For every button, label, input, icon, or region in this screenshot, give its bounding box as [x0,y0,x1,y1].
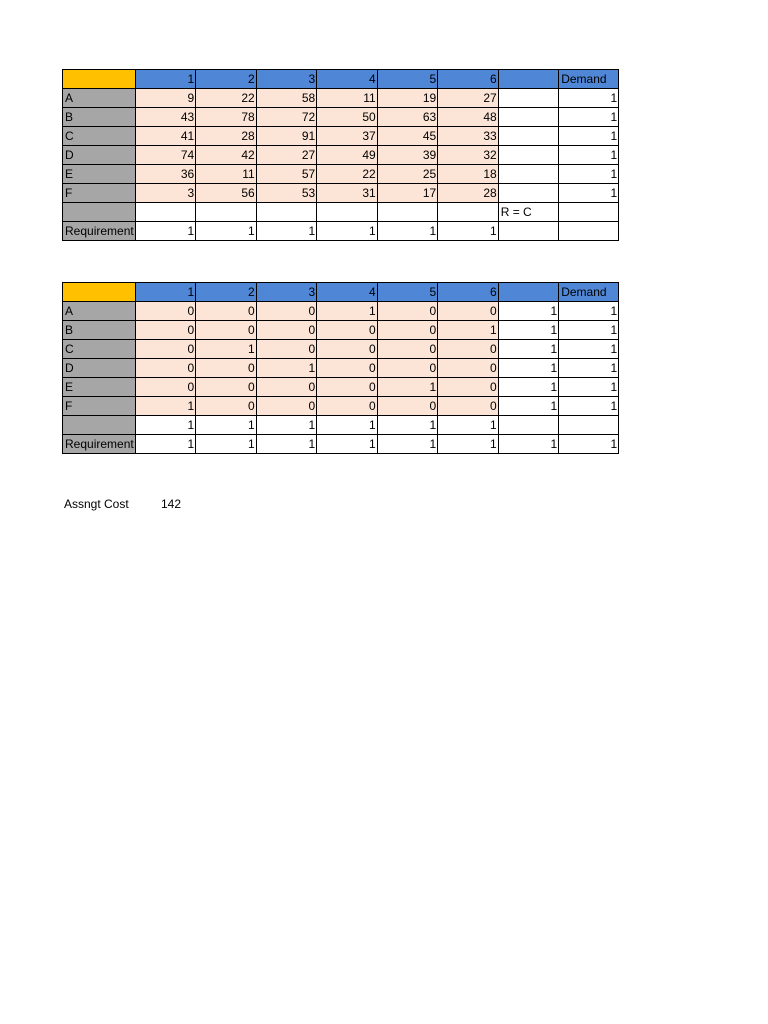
matrix-cell[interactable]: 58 [256,89,317,108]
row-sum-cell[interactable]: 1 [498,397,559,416]
requirement-demand-cell[interactable]: 1 [559,435,619,454]
matrix-cell[interactable]: 0 [135,378,196,397]
requirement-label[interactable]: Requirement [63,435,136,454]
matrix-cell[interactable]: 0 [196,378,257,397]
matrix-cell[interactable]: 1 [317,302,378,321]
blank-cell[interactable] [559,203,619,222]
demand-cell[interactable]: 1 [559,340,619,359]
demand-header[interactable]: Demand [559,283,619,302]
row-label[interactable]: B [63,108,136,127]
table-row [63,108,619,127]
matrix-cell[interactable]: 50 [317,108,378,127]
requirement-cell[interactable]: 1 [256,222,317,241]
blank-cell[interactable] [317,203,378,222]
matrix-cell[interactable]: 0 [317,378,378,397]
matrix-cell[interactable]: 22 [196,89,257,108]
blank-row [63,203,619,222]
cost-matrix-table [62,69,619,241]
matrix-cell[interactable]: 32 [438,146,499,165]
requirement-label[interactable]: Requirement [63,222,136,241]
matrix-cell[interactable]: 11 [317,89,378,108]
table-row [63,321,619,340]
matrix-cell[interactable]: 28 [438,184,499,203]
demand-cell[interactable]: 1 [559,397,619,416]
table-row [63,165,619,184]
matrix-cell[interactable]: 0 [196,359,257,378]
matrix-cell[interactable]: 0 [135,302,196,321]
blank-cell[interactable] [196,203,257,222]
column-header[interactable]: 1 [135,70,196,89]
matrix-cell[interactable]: 17 [377,184,438,203]
matrix-cell[interactable]: 53 [256,184,317,203]
column-header[interactable]: 1 [135,283,196,302]
matrix-cell[interactable]: 3 [135,184,196,203]
row-sum-cell[interactable]: 1 [498,359,559,378]
matrix-cell[interactable]: 0 [196,302,257,321]
row-label[interactable]: A [63,89,136,108]
matrix-cell[interactable]: 0 [256,397,317,416]
blank-cell[interactable] [498,416,559,435]
column-header[interactable]: 2 [196,70,257,89]
matrix-cell[interactable]: 45 [377,127,438,146]
requirement-cell[interactable]: 1 [196,435,257,454]
matrix-cell[interactable]: 0 [317,397,378,416]
corner-cell[interactable] [63,283,136,302]
matrix-cell[interactable]: 0 [135,321,196,340]
column-sum-cell[interactable]: 1 [377,416,438,435]
requirement-row [63,222,619,241]
table-row [63,127,619,146]
column-sum-cell[interactable]: 1 [135,416,196,435]
column-header[interactable] [498,283,559,302]
demand-header[interactable]: Demand [559,70,619,89]
matrix-cell[interactable]: 91 [256,127,317,146]
column-header[interactable] [498,70,559,89]
matrix-cell[interactable]: 0 [135,359,196,378]
note-cell[interactable]: R = C [498,203,559,222]
table-row [63,397,619,416]
matrix-cell[interactable]: 42 [196,146,257,165]
row-label[interactable]: E [63,378,136,397]
column-sum-row [63,416,619,435]
table-row [63,340,619,359]
matrix-cell[interactable]: 0 [317,321,378,340]
column-sum-cell[interactable]: 1 [196,416,257,435]
cost-matrix-body [63,70,619,241]
matrix-cell[interactable]: 48 [438,108,499,127]
matrix-cell[interactable]: 0 [256,321,317,340]
demand-cell[interactable]: 1 [559,321,619,340]
matrix-cell[interactable]: 57 [256,165,317,184]
row-sum-cell[interactable] [498,89,559,108]
matrix-cell[interactable]: 1 [135,397,196,416]
matrix-cell[interactable]: 41 [135,127,196,146]
matrix-cell[interactable]: 0 [256,378,317,397]
matrix-cell[interactable]: 22 [317,165,378,184]
matrix-cell[interactable]: 49 [317,146,378,165]
requirement-cell[interactable]: 1 [377,222,438,241]
column-sum-cell[interactable]: 1 [438,416,499,435]
row-sum-cell[interactable]: 1 [498,302,559,321]
matrix-cell[interactable]: 0 [377,397,438,416]
matrix-cell[interactable]: 0 [135,340,196,359]
matrix-cell[interactable]: 0 [438,340,499,359]
demand-cell[interactable]: 1 [559,378,619,397]
matrix-cell[interactable]: 0 [196,397,257,416]
matrix-cell[interactable]: 0 [438,359,499,378]
requirement-cell[interactable]: 1 [135,222,196,241]
header-row [63,283,619,302]
demand-cell[interactable]: 1 [559,302,619,321]
row-sum-cell[interactable] [498,146,559,165]
requirement-cell[interactable]: 1 [438,435,499,454]
matrix-cell[interactable]: 74 [135,146,196,165]
corner-cell[interactable] [63,70,136,89]
column-header[interactable]: 2 [196,283,257,302]
row-label[interactable]: A [63,302,136,321]
requirement-row [63,435,619,454]
row-label[interactable]: F [63,397,136,416]
table-row [63,184,619,203]
blank-cell[interactable] [559,416,619,435]
matrix-cell[interactable]: 0 [377,359,438,378]
matrix-cell[interactable]: 0 [438,378,499,397]
demand-cell[interactable]: 1 [559,359,619,378]
row-label[interactable]: F [63,184,136,203]
demand-cell[interactable]: 1 [559,165,619,184]
matrix-cell[interactable]: 78 [196,108,257,127]
blank-cell[interactable] [438,203,499,222]
blank-cell[interactable] [377,203,438,222]
row-label-blank[interactable] [63,203,136,222]
matrix-cell[interactable]: 19 [377,89,438,108]
demand-cell[interactable]: 1 [559,146,619,165]
column-sum-cell[interactable]: 1 [317,416,378,435]
matrix-cell[interactable]: 11 [196,165,257,184]
matrix-cell[interactable]: 27 [438,89,499,108]
demand-cell[interactable]: 1 [559,89,619,108]
matrix-cell[interactable]: 43 [135,108,196,127]
matrix-cell[interactable]: 1 [256,359,317,378]
requirement-cell[interactable]: 1 [438,222,499,241]
row-label[interactable]: C [63,340,136,359]
row-sum-cell[interactable] [498,184,559,203]
column-header[interactable]: 5 [377,283,438,302]
column-header[interactable]: 5 [377,70,438,89]
matrix-cell[interactable]: 56 [196,184,257,203]
table-row [63,378,619,397]
column-header[interactable]: 4 [317,70,378,89]
matrix-cell[interactable]: 36 [135,165,196,184]
column-header[interactable]: 6 [438,283,499,302]
column-header[interactable]: 4 [317,283,378,302]
matrix-cell[interactable]: 27 [256,146,317,165]
matrix-cell[interactable]: 1 [377,378,438,397]
column-header[interactable]: 3 [256,283,317,302]
matrix-cell[interactable]: 1 [438,321,499,340]
row-label[interactable]: E [63,165,136,184]
row-label[interactable]: D [63,359,136,378]
matrix-cell[interactable]: 0 [377,302,438,321]
header-row [63,70,619,89]
matrix-cell[interactable]: 39 [377,146,438,165]
column-sum-cell[interactable]: 1 [256,416,317,435]
matrix-cell[interactable]: 63 [377,108,438,127]
matrix-cell[interactable]: 1 [196,340,257,359]
demand-cell[interactable]: 1 [559,108,619,127]
row-sum-cell[interactable]: 1 [498,378,559,397]
requirement-extra-cell[interactable]: 1 [498,435,559,454]
table-row [63,146,619,165]
row-label-blank[interactable] [63,416,136,435]
column-header[interactable]: 6 [438,70,499,89]
matrix-cell[interactable]: 33 [438,127,499,146]
blank-cell[interactable] [135,203,196,222]
matrix-cell[interactable]: 0 [317,359,378,378]
blank-cell[interactable] [256,203,317,222]
table-row [63,89,619,108]
column-header[interactable]: 3 [256,70,317,89]
requirement-cell[interactable]: 1 [196,222,257,241]
matrix-cell[interactable]: 0 [377,321,438,340]
demand-cell[interactable]: 1 [559,184,619,203]
matrix-cell[interactable]: 0 [438,397,499,416]
assignment-matrix-body [63,283,619,454]
matrix-cell[interactable]: 28 [196,127,257,146]
table-row [63,359,619,378]
blank-cell[interactable] [559,222,619,241]
matrix-cell[interactable]: 72 [256,108,317,127]
requirement-cell[interactable]: 1 [135,435,196,454]
matrix-cell[interactable]: 25 [377,165,438,184]
blank-cell[interactable] [498,222,559,241]
row-sum-cell[interactable] [498,108,559,127]
row-sum-cell[interactable] [498,127,559,146]
matrix-cell[interactable]: 31 [317,184,378,203]
matrix-cell[interactable]: 37 [317,127,378,146]
row-label[interactable]: B [63,321,136,340]
matrix-cell[interactable]: 0 [256,302,317,321]
row-label[interactable]: D [63,146,136,165]
matrix-cell[interactable]: 0 [438,302,499,321]
matrix-cell[interactable]: 0 [317,340,378,359]
table-row [63,302,619,321]
matrix-cell[interactable]: 0 [196,321,257,340]
matrix-cell[interactable]: 9 [135,89,196,108]
assignment-cost-label[interactable]: Assngt Cost [64,497,129,511]
row-sum-cell[interactable] [498,165,559,184]
matrix-cell[interactable]: 0 [256,340,317,359]
matrix-cell[interactable]: 18 [438,165,499,184]
row-sum-cell[interactable]: 1 [498,340,559,359]
requirement-cell[interactable]: 1 [256,435,317,454]
row-label[interactable]: C [63,127,136,146]
requirement-cell[interactable]: 1 [377,435,438,454]
requirement-cell[interactable]: 1 [317,222,378,241]
demand-cell[interactable]: 1 [559,127,619,146]
matrix-cell[interactable]: 0 [377,340,438,359]
assignment-matrix-table [62,282,619,454]
requirement-cell[interactable]: 1 [317,435,378,454]
row-sum-cell[interactable]: 1 [498,321,559,340]
assignment-cost-value[interactable]: 142 [161,497,182,511]
